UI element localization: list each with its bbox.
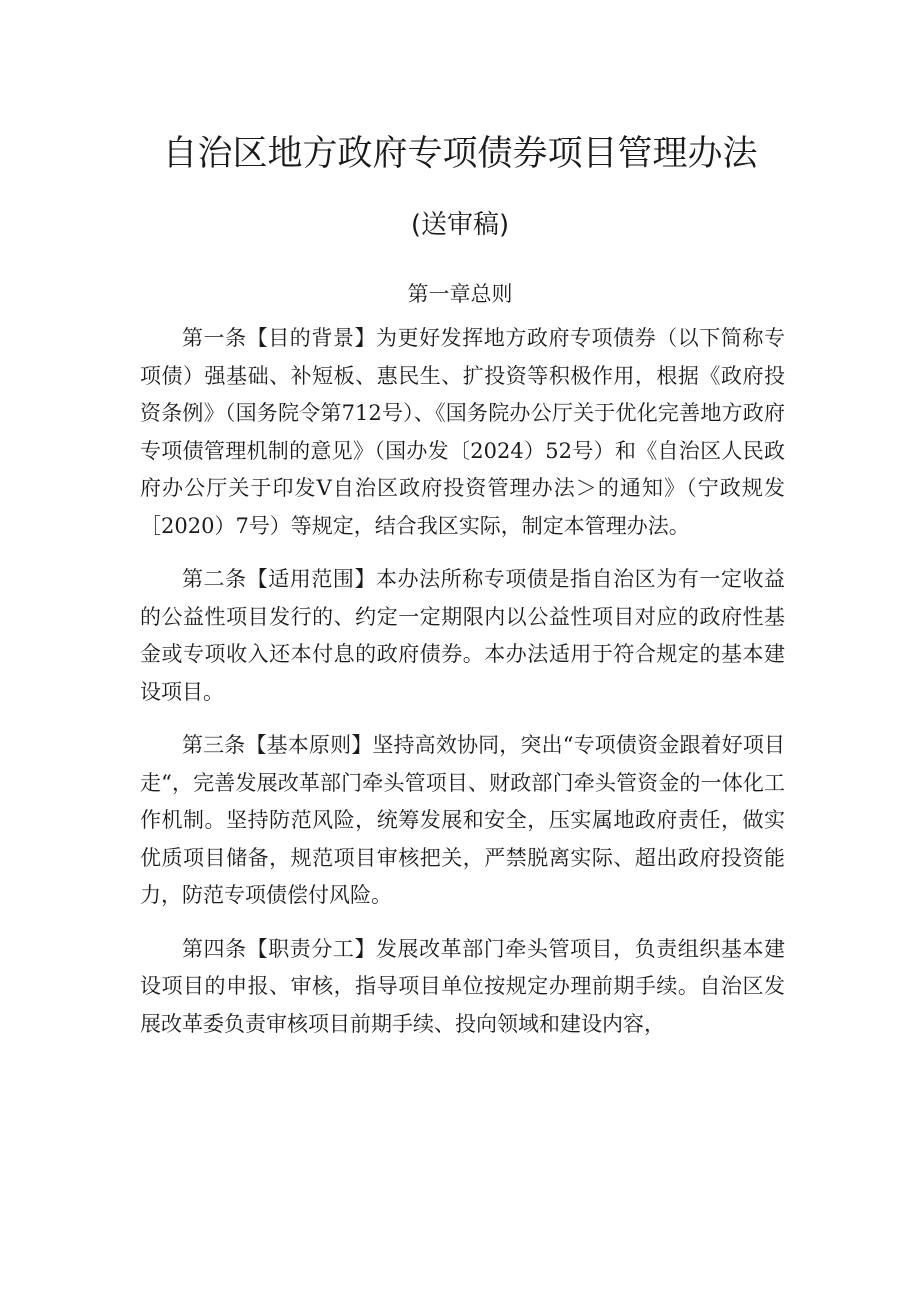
document-title: 自治区地方政府专项债券项目管理办法 — [162, 134, 758, 174]
article-3-paragraph: 第三条【基本原则】坚持高效协同，突出“专项债资金跟着好项目走“，完善发展改革部门牵头管项目、财政部门牵头管资金的一体化工作机制。坚持防范风险，统筹发展和安全，压实属地政府责任，做实优质项目储备，规范项目审核把关，严禁脱离实际、超出政府投资能力，防范专项债偿付风险。 — [140, 733, 785, 907]
article-4-paragraph: 第四条【职责分工】发展改革部门牵头管项目，负责组织基本建设项目的申报、审核，指导项目单位按规定办理前期手续。自治区发展改革委负责审核项目前期手续、投向领域和建设内容， — [140, 936, 785, 1036]
article-2-paragraph: 第二条【适用范围】本办法所称专项债是指自治区为有一定收益的公益性项目发行的、约定一定期限内以公益性项目对应的政府性基金或专项收入还本付息的政府债券。本办法适用于符合规定的基本建设项目。 — [140, 567, 785, 704]
document-body — [140, 320, 785, 1043]
chapter-heading: 第一章总则 — [407, 282, 513, 306]
document-subtitle: (送审稿) — [410, 210, 510, 240]
article-1-paragraph: 第一条【目的背景】为更好发挥地方政府专项债券（以下简称专项债）强基础、补短板、惠民生、扩投资等积极作用，根据《政府投资条例》（国务院令第712号）、《国务院办公厅关于优化完善地方政府专项债管理机制的意见》（国办发〔2024）52号）和《自治区人民政府办公厅关于印发V自治区政府投资管理办法＞的通知》（宁政规发［2020）7号）等规定，结合我区实际，制定本管理办法。 — [140, 326, 785, 538]
